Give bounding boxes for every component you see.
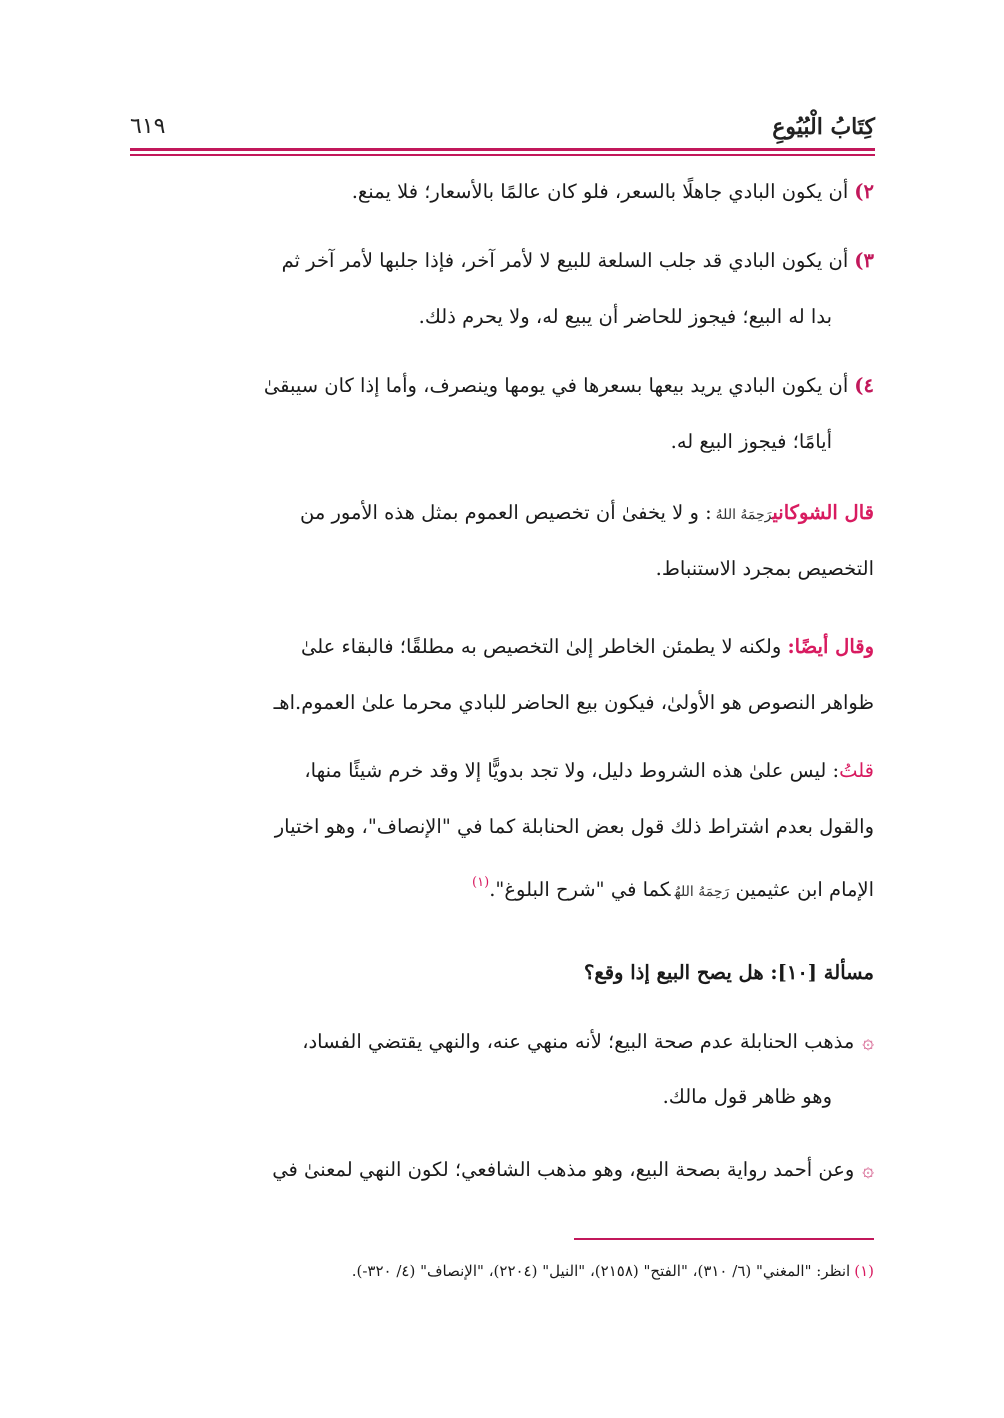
header-rule-bottom bbox=[130, 154, 875, 156]
condition-item-2 bbox=[129, 167, 874, 217]
opinion-text-line: وهو ظاهر قول مالك. bbox=[662, 1085, 832, 1108]
shawkani-quote-2 bbox=[129, 622, 874, 728]
header-rule-top bbox=[130, 148, 875, 151]
prayer-formula: رَحِمَهُ اللهُ bbox=[715, 507, 773, 523]
comment-text-line: : ليس علىٰ هذه الشروط دليل، ولا تجد بدويًّا إلا وقد خرم شيئًا منها، bbox=[304, 759, 840, 782]
ornament-icon: ۞ bbox=[862, 1029, 874, 1053]
shawkani-quote bbox=[129, 488, 874, 594]
issue-label: مسألة [١٠]: bbox=[770, 961, 874, 984]
item-number: ٢) bbox=[854, 180, 874, 203]
item-text-line: أن يكون البادي يريد بيعها بسعرها في يومها وينصرف، وأما إذا كان سيبقىٰ bbox=[263, 374, 849, 397]
comment-label: قلتُ bbox=[839, 759, 874, 782]
quote-speaker: وقال أيضًا: bbox=[787, 635, 874, 658]
footnote bbox=[129, 1258, 874, 1284]
footnote-reference[interactable]: (١) bbox=[472, 875, 490, 890]
opinion-text-line: وعن أحمد رواية بصحة البيع، وهو مذهب الشافعي؛ لكون النهي لمعنىٰ في bbox=[272, 1158, 855, 1181]
comment-text-line: والقول بعدم اشتراط ذلك قول بعض الحنابلة كما في "الإنصاف"، وهو اختيار bbox=[274, 815, 874, 838]
issue-heading bbox=[129, 948, 874, 998]
school-opinion-1 bbox=[129, 1016, 874, 1122]
page-number: ٦١٩ bbox=[130, 114, 166, 139]
opinion-text-line: مذهب الحنابلة عدم صحة البيع؛ لأنه منهي عنه، والنهي يقتضي الفساد، bbox=[302, 1030, 855, 1053]
item-text-line: أيامًا؛ فيجوز البيع له. bbox=[670, 430, 832, 453]
quote-text-line: : و لا يخفىٰ أن تخصيص العموم بمثل هذه الأمور من bbox=[299, 501, 712, 524]
ornament-icon: ۞ bbox=[862, 1157, 874, 1181]
item-text-line: بدا له البيع؛ فيجوز للحاضر أن يبيع له، ولا يحرم ذلك. bbox=[418, 305, 832, 328]
footnote-text: انظر: "المغني" (٦/ ٣١٠)، "الفتح" (٢١٥٨)، "النيل" (٢٢٠٤)، "الإنصاف" (٤/ ٣٢٠-). bbox=[351, 1262, 851, 1280]
quote-speaker: قال الشوكاني bbox=[772, 501, 874, 524]
quote-text-line: ولكنه لا يطمئن الخاطر إلىٰ التخصيص به مطلقًا؛ فالبقاء علىٰ bbox=[300, 635, 782, 658]
condition-item-4 bbox=[129, 361, 874, 467]
footnote-rule bbox=[574, 1238, 874, 1240]
school-opinion-2 bbox=[129, 1144, 874, 1194]
comment-text-line: الإمام ابن عثيمين bbox=[735, 878, 874, 901]
prayer-formula: رَحِمَهُ اللهُ bbox=[674, 884, 730, 900]
item-text-line: أن يكون البادي جاهلًا بالسعر، فلو كان عالمًا بالأسعار؛ فلا يمنع. bbox=[351, 180, 849, 203]
page-header bbox=[130, 108, 875, 148]
footnote-mark: (١) bbox=[854, 1262, 874, 1280]
item-number: ٣) bbox=[854, 249, 874, 272]
comment-text-line: كما في "شرح البلوغ". bbox=[489, 878, 671, 901]
item-text-line: أن يكون البادي قد جلب السلعة للبيع لا لأمر آخر، فإذا جلبها لأمر آخر ثم bbox=[281, 249, 849, 272]
issue-question: هل يصح البيع إذا وقع؟ bbox=[583, 961, 764, 984]
item-number: ٤) bbox=[854, 374, 874, 397]
condition-item-3 bbox=[129, 236, 874, 342]
book-title: كِتَابُ الْبُيُوعِ bbox=[772, 114, 875, 140]
quote-text-line: التخصيص بمجرد الاستنباط. bbox=[655, 557, 874, 580]
quote-text-line: ظواهر النصوص هو الأولىٰ، فيكون بيع الحاضر للبادي محرما علىٰ العموم.اهـ bbox=[273, 691, 874, 714]
author-comment bbox=[129, 746, 874, 908]
